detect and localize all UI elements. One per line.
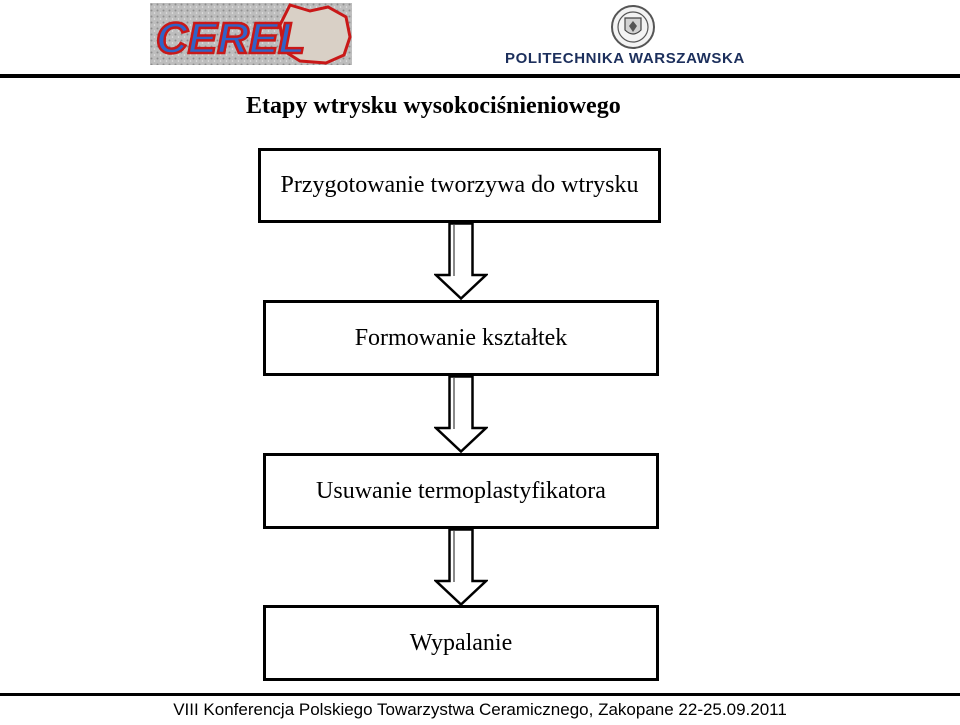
flow-step-przygotowanie: Przygotowanie tworzywa do wtrysku <box>258 148 661 223</box>
warsaw-university-emblem-icon <box>610 4 656 50</box>
flow-step-usuwanie: Usuwanie termoplastyfikatora <box>263 453 659 529</box>
footer-divider <box>0 693 960 696</box>
down-arrow-icon <box>434 222 488 300</box>
down-arrow-icon <box>434 375 488 453</box>
header-divider <box>0 74 960 78</box>
warsaw-university-name: POLITECHNIKA WARSZAWSKA <box>505 50 745 67</box>
flow-step-wypalanie: Wypalanie <box>263 605 659 681</box>
cerel-logo <box>150 3 352 65</box>
page-title: Etapy wtrysku wysokociśnieniowego <box>246 93 621 119</box>
footer-conference: VIII Konferencja Polskiego Towarzystwa Ceramicznego, Zakopane 22-25.09.2011 <box>173 700 787 719</box>
cerel-logo-text: CEREL <box>156 14 306 63</box>
down-arrow-icon <box>434 528 488 606</box>
flow-step-formowanie: Formowanie kształtek <box>263 300 659 376</box>
